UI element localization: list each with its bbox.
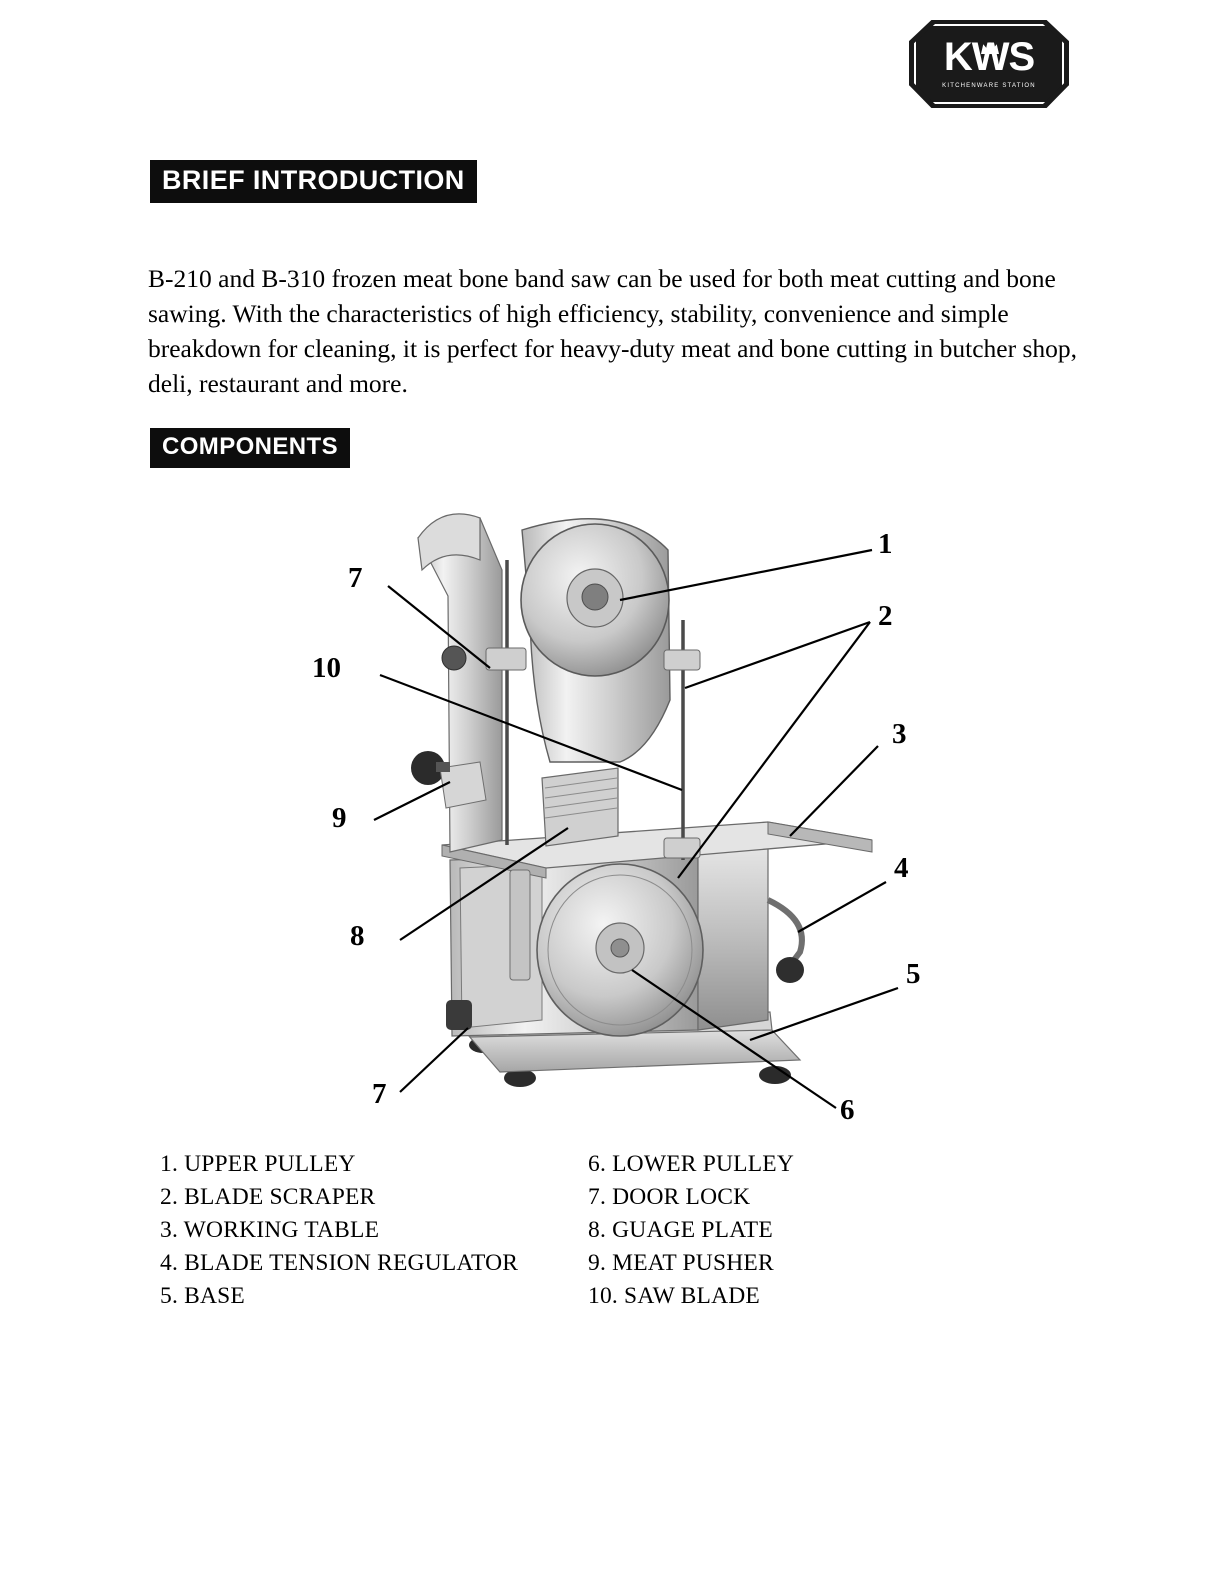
callout-7-lower: 7 (372, 1078, 387, 1110)
logo-tagline: KITCHENWARE STATION (942, 83, 1036, 89)
callout-8: 8 (350, 920, 365, 952)
callout-9: 9 (332, 802, 347, 834)
callout-5: 5 (906, 958, 921, 990)
section-heading-brief-introduction: BRIEF INTRODUCTION (150, 160, 477, 203)
callout-3: 3 (892, 718, 907, 750)
component-item: 3. WORKING TABLE (160, 1217, 380, 1243)
logo-wordmark: KWS (943, 35, 1035, 79)
band-saw-illustration (150, 500, 1080, 1140)
section-heading-components: COMPONENTS (150, 428, 350, 468)
components-list-left (160, 1148, 580, 1313)
component-item: 9. MEAT PUSHER (588, 1250, 774, 1276)
component-item: 8. GUAGE PLATE (588, 1217, 773, 1243)
components-list-right (588, 1148, 988, 1313)
callout-4: 4 (894, 852, 909, 884)
band-saw-diagram (150, 500, 1080, 1140)
component-item: 1. UPPER PULLEY (160, 1151, 356, 1177)
callout-1: 1 (878, 528, 893, 560)
component-item: 2. BLADE SCRAPER (160, 1184, 376, 1210)
component-item: 10. SAW BLADE (588, 1283, 760, 1309)
component-item: 5. BASE (160, 1283, 245, 1309)
callout-7-upper: 7 (348, 562, 363, 594)
callout-6: 6 (840, 1094, 855, 1126)
callout-10: 10 (312, 652, 341, 684)
component-item: 7. DOOR LOCK (588, 1184, 751, 1210)
callout-2: 2 (878, 600, 893, 632)
brand-logo (909, 20, 1069, 108)
component-item: 6. LOWER PULLEY (588, 1151, 794, 1177)
intro-paragraph: B-210 and B-310 frozen meat bone band saw can be used for both meat cutting and bone sawing. With the characteristics of high efficiency, stability, convenience and simple breakdown for cleaning, it is perfect for heavy-duty meat and bone cutting in butcher shop, deli, restaurant and more. (148, 263, 1078, 398)
component-item: 4. BLADE TENSION REGULATOR (160, 1250, 519, 1276)
